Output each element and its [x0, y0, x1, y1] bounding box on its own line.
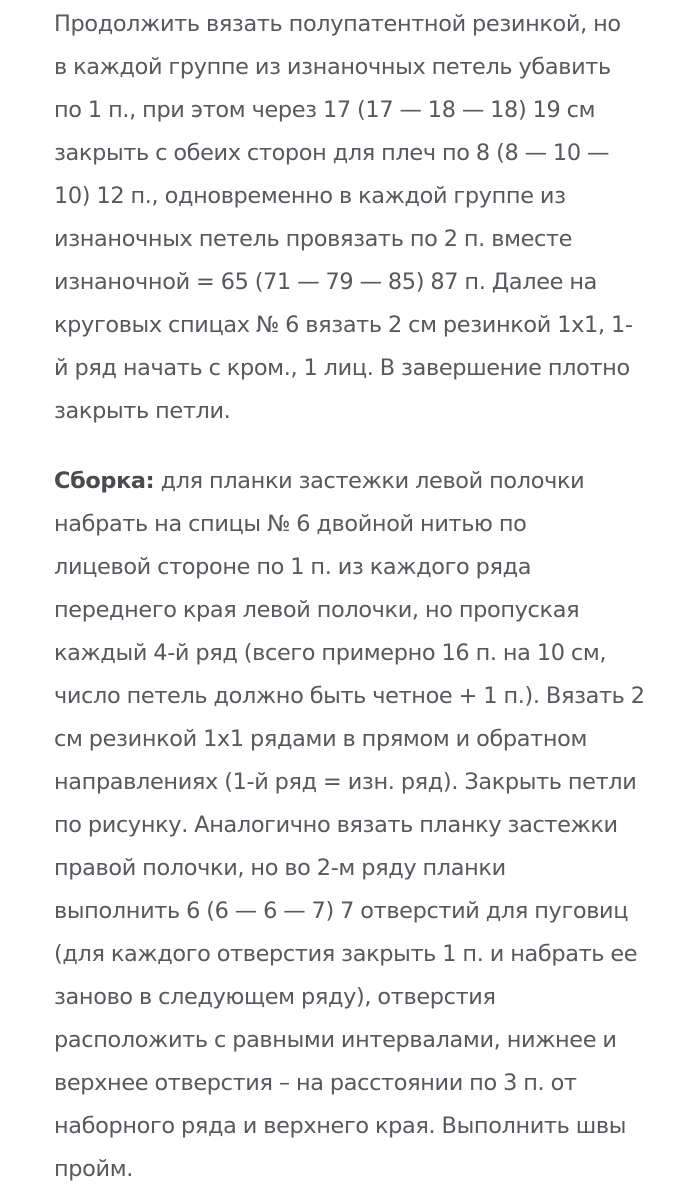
text-line: расположить с равными интервалами, нижнее и	[54, 1027, 617, 1053]
text-line: выполнить 6 (6 — 6 — 7) 7 отверстий для пуговиц	[54, 898, 629, 924]
text-line: наборного ряда и верхнего края. Выполнить швы	[54, 1113, 627, 1139]
text-line: направлениях (1-й ряд = изн. ряд). Закрыть петли	[54, 769, 637, 795]
text-line: Продолжить вязать полупатентной резинкой, но	[54, 11, 621, 37]
text-line: каждый 4-й ряд (всего примерно 16 п. на 10 см,	[54, 640, 607, 666]
text-line: по рисунку. Аналогично вязать планку застежки	[54, 812, 618, 838]
text-line: изнаночных петель провязать по 2 п. вместе	[54, 226, 573, 252]
text-line: переднего края левой полочки, но пропуская	[54, 597, 580, 623]
text-line: число петель должно быть четное + 1 п.). Вязать 2	[54, 683, 645, 709]
text-line: лицевой стороне по 1 п. из каждого ряда	[54, 554, 532, 580]
assembly-heading: Сборка:	[54, 468, 155, 494]
text-line: заново в следующем ряду), отверстия	[54, 984, 496, 1010]
assembly-first-line-text: для планки застежки левой полочки	[154, 468, 585, 494]
text-line: закрыть с обеих сторон для плеч по 8 (8 — 10 —	[54, 140, 610, 166]
text-line: изнаночной = 65 (71 — 79 — 85) 87 п. Далее на	[54, 269, 597, 295]
text-line: правой полочки, но во 2-м ряду планки	[54, 855, 506, 881]
paragraph-knitting-instructions	[54, 3, 633, 433]
text-line: й ряд начать с кром., 1 лиц. В завершение плотно	[54, 355, 630, 381]
text-line: набрать на спицы № 6 двойной нитью по	[54, 511, 527, 537]
text-line: см резинкой 1х1 рядами в прямом и обратном	[54, 726, 588, 752]
text-line: круговых спицах № 6 вязать 2 см резинкой 1х1, 1-	[54, 312, 633, 338]
text-line-first	[54, 460, 645, 503]
text-line: по 1 п., при этом через 17 (17 — 18 — 18) 19 см	[54, 97, 596, 123]
text-line: 10) 12 п., одновременно в каждой группе из	[54, 183, 566, 209]
paragraph-assembly	[54, 460, 645, 1191]
text-line: закрыть петли.	[54, 398, 231, 424]
text-line: пройм.	[54, 1156, 134, 1182]
text-line: (для каждого отверстия закрыть 1 п. и набрать ее	[54, 941, 638, 967]
text-line: верхнее отверстия – на расстоянии по 3 п. от	[54, 1070, 577, 1096]
text-line: в каждой группе из изнаночных петель убавить	[54, 54, 611, 80]
